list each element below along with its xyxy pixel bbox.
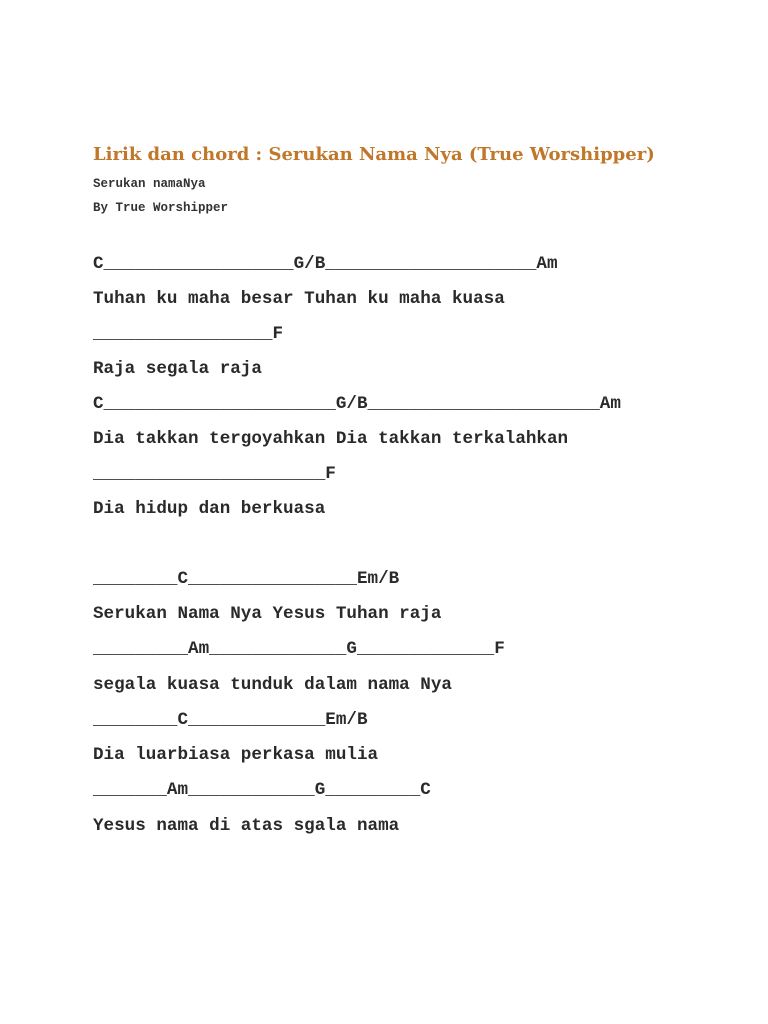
chord-line: C__________________G/B____________________Am (93, 254, 558, 274)
song-author: By True Worshipper (93, 201, 229, 215)
lyric-line: Serukan Nama Nya Yesus Tuhan raja (93, 604, 442, 624)
chord-line: ________C________________Em/B (93, 569, 400, 589)
lyric-line: Dia luarbiasa perkasa mulia (93, 745, 379, 765)
document-title: Lirik dan chord : Serukan Nama Nya (True Worshipper) (93, 144, 655, 165)
chord-line: _________________F (93, 324, 284, 344)
chord-line: ________C_____________Em/B (93, 710, 368, 730)
lyric-line: Yesus nama di atas sgala nama (93, 816, 400, 836)
chord-line: C______________________G/B______________________Am (93, 394, 621, 414)
chord-line: _________Am_____________G_____________F (93, 639, 505, 659)
lyric-line: Dia hidup dan berkuasa (93, 499, 326, 519)
chord-line: ______________________F (93, 464, 336, 484)
lyric-line: Tuhan ku maha besar Tuhan ku maha kuasa (93, 289, 505, 309)
lyric-line: Raja segala raja (93, 359, 262, 379)
lyric-line: segala kuasa tunduk dalam nama Nya (93, 675, 452, 695)
chord-line: _______Am____________G_________C (93, 780, 431, 800)
lyric-line: Dia takkan tergoyahkan Dia takkan terkalahkan (93, 429, 569, 449)
song-subtitle: Serukan namaNya (93, 177, 206, 191)
